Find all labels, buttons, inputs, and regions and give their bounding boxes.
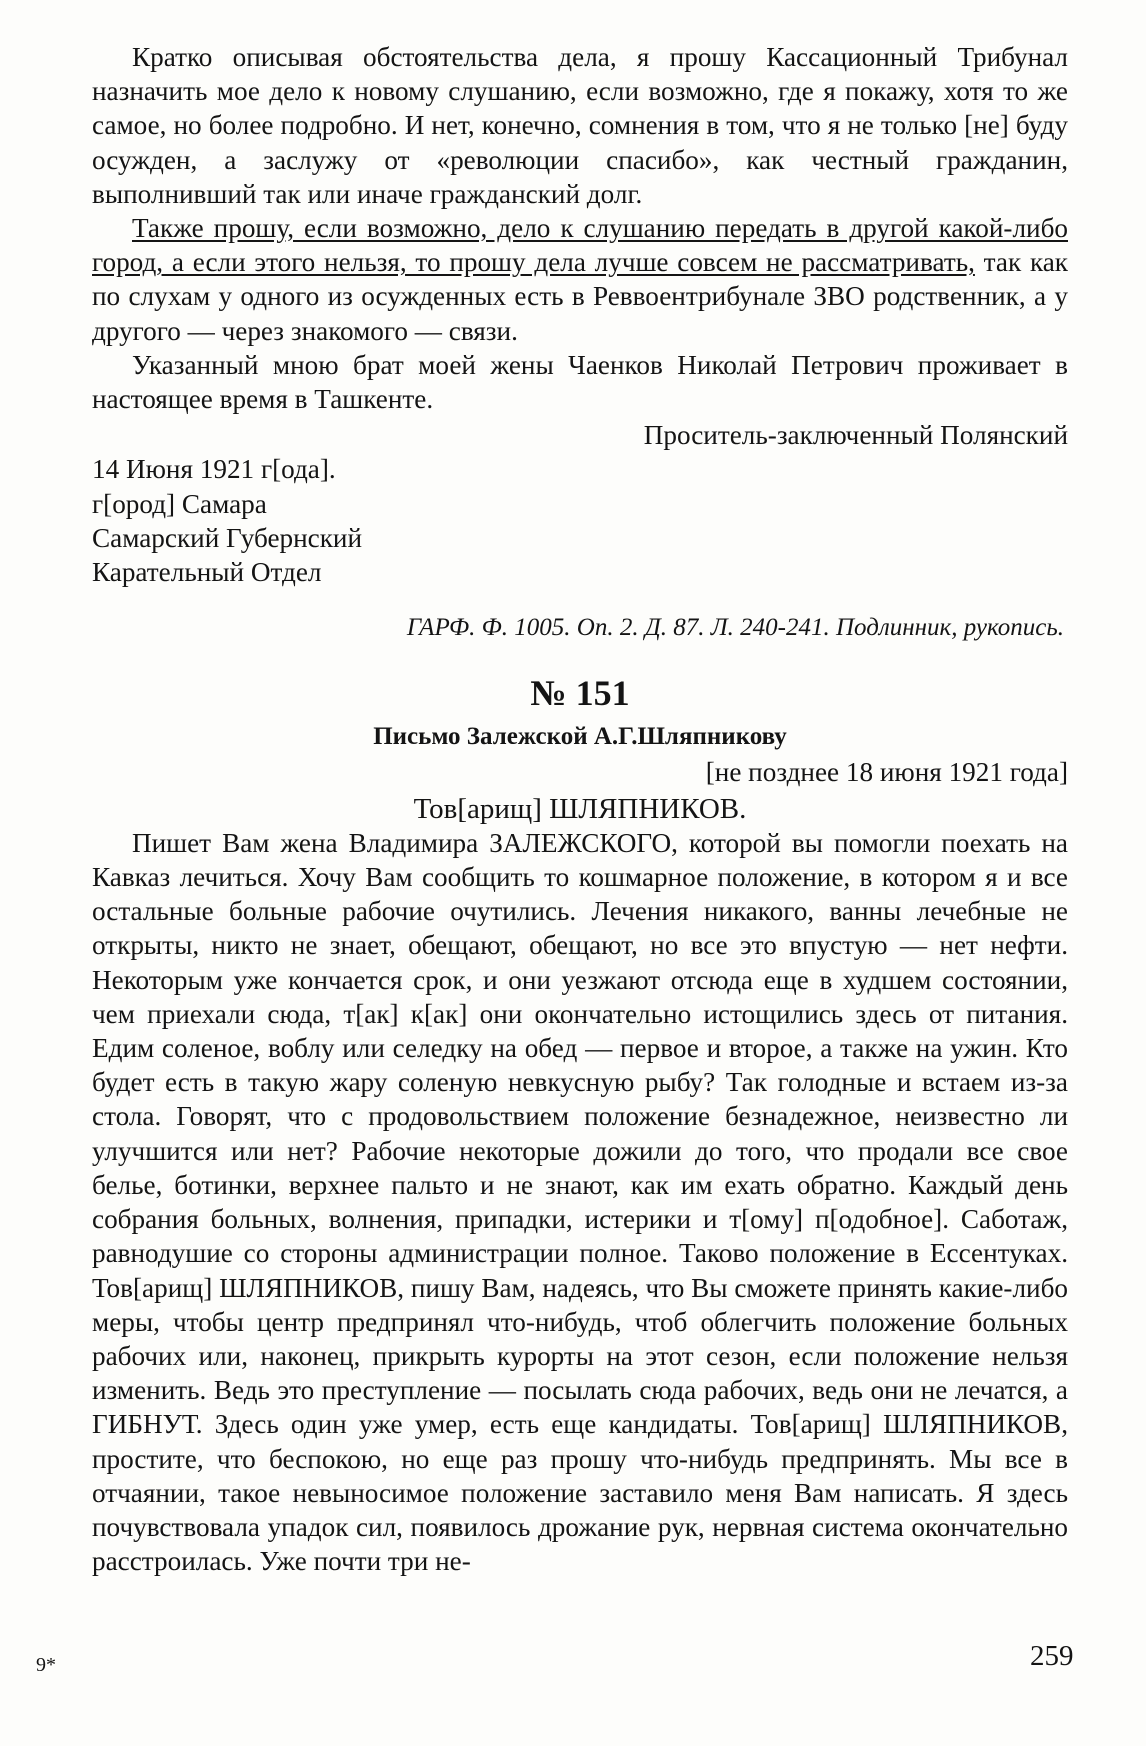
department-line-2: Карательный Отдел: [92, 557, 322, 588]
archive-reference: ГАРФ. Ф. 1005. Оп. 2. Д. 87. Л. 240-241. Подлинник, рукопись.: [406, 614, 1064, 642]
document-date: [не позднее 18 июня 1921 года]: [705, 757, 1068, 788]
signature-mark: 9*: [36, 1654, 56, 1676]
petitioner-signature: Проситель-заключенный Полянский: [643, 420, 1068, 451]
letter-date: 14 Июня 1921 г[ода].: [92, 454, 336, 485]
document-number: № 151: [530, 673, 630, 714]
department-line-1: Самарский Губернский: [92, 522, 363, 553]
letter-city: г[ород] Самара: [92, 488, 267, 519]
paragraph-2: [92, 211, 1068, 348]
paragraph-2-rest: так как по слухам у одного из осужденных есть в Реввоентрибунале ЗВО родственник, а у другого — через знакомого — связи.: [92, 247, 1069, 346]
letter-body: Пишет Вам жена Владимира ЗАЛЕЖСКОГО, которой вы помогли поехать на Кавказ лечиться. Хочу Вам сообщить то кошмарное положение, в котором я и все остальные больные рабочие очутились. Лечения никакого, ванны лечебные не открыты, никто не знает, обещают, обещают, но все это впустую — нет нефти. Некоторым уже кончается срок, и они уезжают отсюда еще в худшем состоянии, чем приехали сюда, т[ак] к[ак] они окончательно истощились здесь от питания. Едим соленое, воблу или селедку на обед — первое и второе, а также на ужин. Кто будет есть в такую жару соленую невкусную рыбу? Так голодные и встаем из-за стола. Говорят, что с продовольствием положение безнадежное, неизвестно ли улучшится или нет? Рабочие некоторые дожили до того, что продали все свое белье, ботинки, верхнее пальто и не знают, как им ехать обратно. Каждый день собрания больных, волнения, припадки, истерики и т[ому] п[одобное]. Саботаж, равнодушие со стороны администрации полное. Таково положение в Ессентуках. Тов[арищ] ШЛЯПНИКОВ, пишу Вам, надеясь, что Вы сможете принять какие-либо меры, чтобы центр предпринял что-нибудь, чтоб облегчить положение больных рабочих или, наконец, прикрыть курорты на этот сезон, если положение нельзя изменить. Ведь это преступление — посылать сюда рабочих, ведь они не лечатся, а ГИБНУТ. Здесь один уже умер, есть еще кандидаты. Тов[арищ] ШЛЯПНИКОВ, простите, что беспокою, но еще раз прошу что-нибудь предпринять. Мы все в отчаянии, такое невыносимое положение заставило меня Вам написать. Я здесь почувствовала упадок сил, появилось дрожание рук, нервная система окончательно расстроилась. Уже почти три не-: [92, 827, 1068, 1577]
paragraph-1: Кратко описывая обстоятельства дела, я прошу Кассационный Трибунал назначить мое дело к новому слушанию, если возможно, где я покажу, хотя то же самое, но более подробно. И нет, конечно, сомнения в том, что я не только [не] буду осужден, а заслужу от «революции спасибо», как честный гражданин, выполнивший так или иначе гражданский долг.: [92, 42, 1068, 209]
page-number: 259: [1030, 1640, 1074, 1672]
paragraph-3: Указанный мною брат моей жены Чаенков Николай Петрович проживает в настоящее время в Ташкенте.: [92, 349, 1068, 415]
salutation: Тов[арищ] ШЛЯПНИКОВ.: [413, 792, 747, 825]
page-body: [92, 40, 1068, 1578]
document-title: Письмо Залежской А.Г.Шляпникову: [373, 723, 787, 751]
paragraph-2-underlined: Также прошу, если возможно, дело к слушанию передать в другой какой-либо город, а если этого нельзя, то прошу дела лучше совсем не рассматривать,: [92, 213, 1068, 278]
